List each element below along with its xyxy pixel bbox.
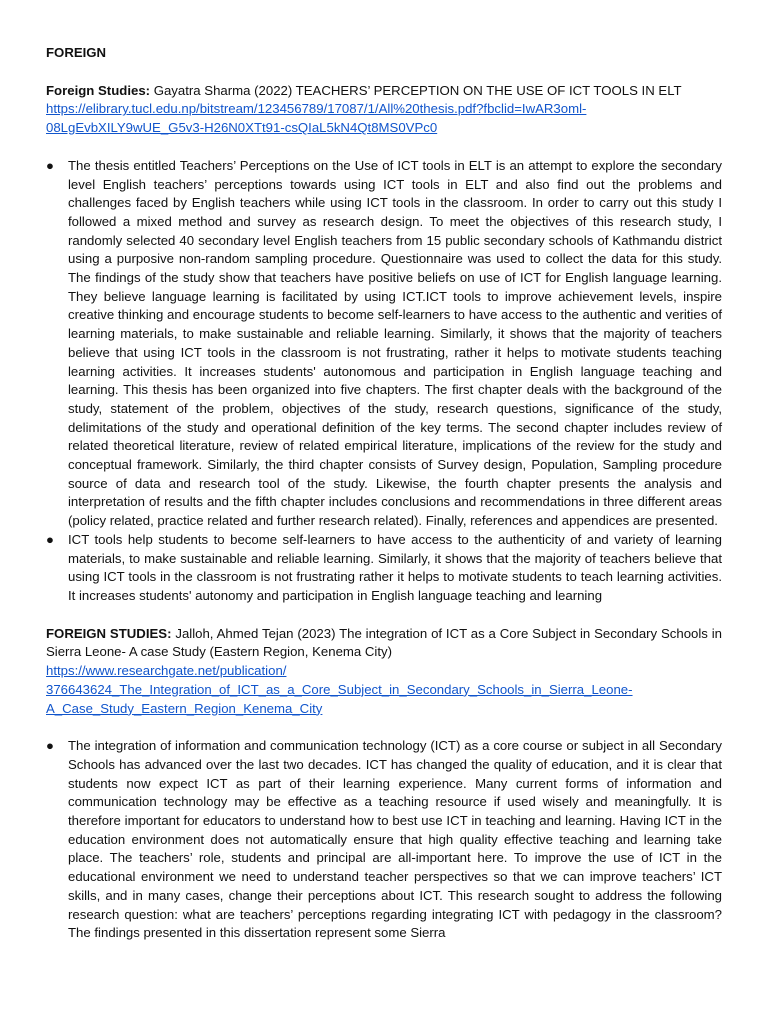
citation-text: Jalloh, Ahmed Tejan (2023) The integration of ICT as a Core Subject in Secondary Schools in Sierra Leone- A case Study (Eastern Region, Kenema City) [46,625,723,660]
summary-bullet-list [46,737,722,943]
source-link-line[interactable]: https://elibrary.tucl.edu.np/bitstream/123456789/17087/1/All%20thesis.pdf?fbclid=IwAR3oml- [46,101,587,117]
bullet-text: The thesis entitled Teachers’ Perceptions on the Use of ICT tools in ELT is an attempt to explore the secondary level English teachers’ perceptions towards using ICT tools in ELT and also find out the problems and challenges faced by English teachers while using ICT tools in the classroom. In order to carry out this study I followed a mixed method and survey as research design. To meet the objectives of this research study, I randomly selected 40 secondary level English teachers from 15 public secondary schools of Kathmandu district using a purposive non-random sampling procedure. Questionnaire was used to collect the data for this study. The findings of the study show that teachers have positive beliefs on use of ICT for English language learning. They believe language learning is facilitated by using ICT.ICT tools to improve achievement levels, inspire creative thinking and encourage students to become self-learners to have access to the authentic and verities of learning materials, to make sustainable and reliable learning. Similarly, it shows that the majority of teachers believe that using ICT tools in the classroom is not frustrating, rather it helps to motivate students teaching learning activities. It increases students' autonomous and participation in English language teaching and learning. This thesis has been organized into five chapters. The first chapter deals with the background of the study, statement of the problem, objectives of the study, research questions, significance of the study, delimitations of the study and operational definition of the key terms. The second chapter includes review of related theoretical literature, review of related empirical literature, implications of the review for the study and conceptual framework. Similarly, the third chapter consists of Survey design, Population, Sampling procedure source of data and research tool of the study. Likewise, the fourth chapter presents the analysis and interpretation of results and the fifth chapter includes conclusions and recommendations in three different areas (policy related, practice related and further research related). Finally, references and appendices are presented. [68,157,722,529]
summary-bullet-list [46,157,722,606]
summary-bullet [46,531,722,606]
bullet-dot-icon: ● [46,738,54,754]
bullet-text: The integration of information and communication technology (ICT) as a core course or subject in all Secondary Schools has advanced over the last two decades. ICT has changed the quality of education, and it is clear that students now expect ICT as part of their learning experience. Many current forms of information and communication technology may be effective as a teaching resource if used wisely and meaningfully. It is therefore important for educators to understand how to best use ICT in teaching and learning. Having ICT in the education environment does not automatically ensure that high quality effective teaching and learning take place. The teachers’ role, students and principal are all-important here. To improve the use of ICT in the educational environment we need to understand teacher perspectives so that we can improve teachers’ ICT skills, and in many cases, change their perceptions about ICT. This research sought to address the following research question: what are teachers’ perceptions regarding integrating ICT with pedagogy in the classroom? The findings presented in this dissertation represent some Sierra [68,738,722,941]
source-link-line[interactable]: 08LgEvbXILY9wUE_G5v3-H26N0XTt91-csQIaL5kN4Qt8MS0VPc0 [46,120,438,136]
bullet-dot-icon: ● [46,531,54,547]
source-label: FOREIGN STUDIES: [46,625,172,641]
source-citation [46,625,722,662]
source-link-line[interactable]: A_Case_Study_Eastern_Region_Kenema_City [46,700,323,716]
spacer [46,606,722,625]
spacer [46,63,722,82]
summary-bullet [46,157,722,531]
source-label: Foreign Studies: [46,82,151,98]
document-page [46,44,722,943]
citation-text: Gayatra Sharma (2022) TEACHERS’ PERCEPTION ON THE USE OF ICT TOOLS IN ELT [153,82,682,98]
spacer [46,138,722,157]
bullet-text: ICT tools help students to become self-learners to have access to the authenticity of and variety of learning materials, to make sustainable and reliable learning. Similarly, it shows that the majority of teachers believe that using ICT tools in the classroom is not frustrating rather it helps to motivate students to teach learning activities. It increases students' autonomy and participation in English language teaching and learning [68,531,722,603]
source-link-line[interactable]: https://www.researchgate.net/publication/ [46,663,287,679]
page-heading: FOREIGN [46,45,107,60]
source-entry-1 [46,82,722,606]
bullet-dot-icon: ● [46,157,54,173]
spacer [46,718,722,737]
summary-bullet [46,737,722,943]
source-citation [46,82,722,101]
source-entry-2 [46,625,722,943]
source-link-line[interactable]: 376643624_The_Integration_of_ICT_as_a_Core_Subject_in_Secondary_Schools_in_Sierra_Leone- [46,681,633,697]
